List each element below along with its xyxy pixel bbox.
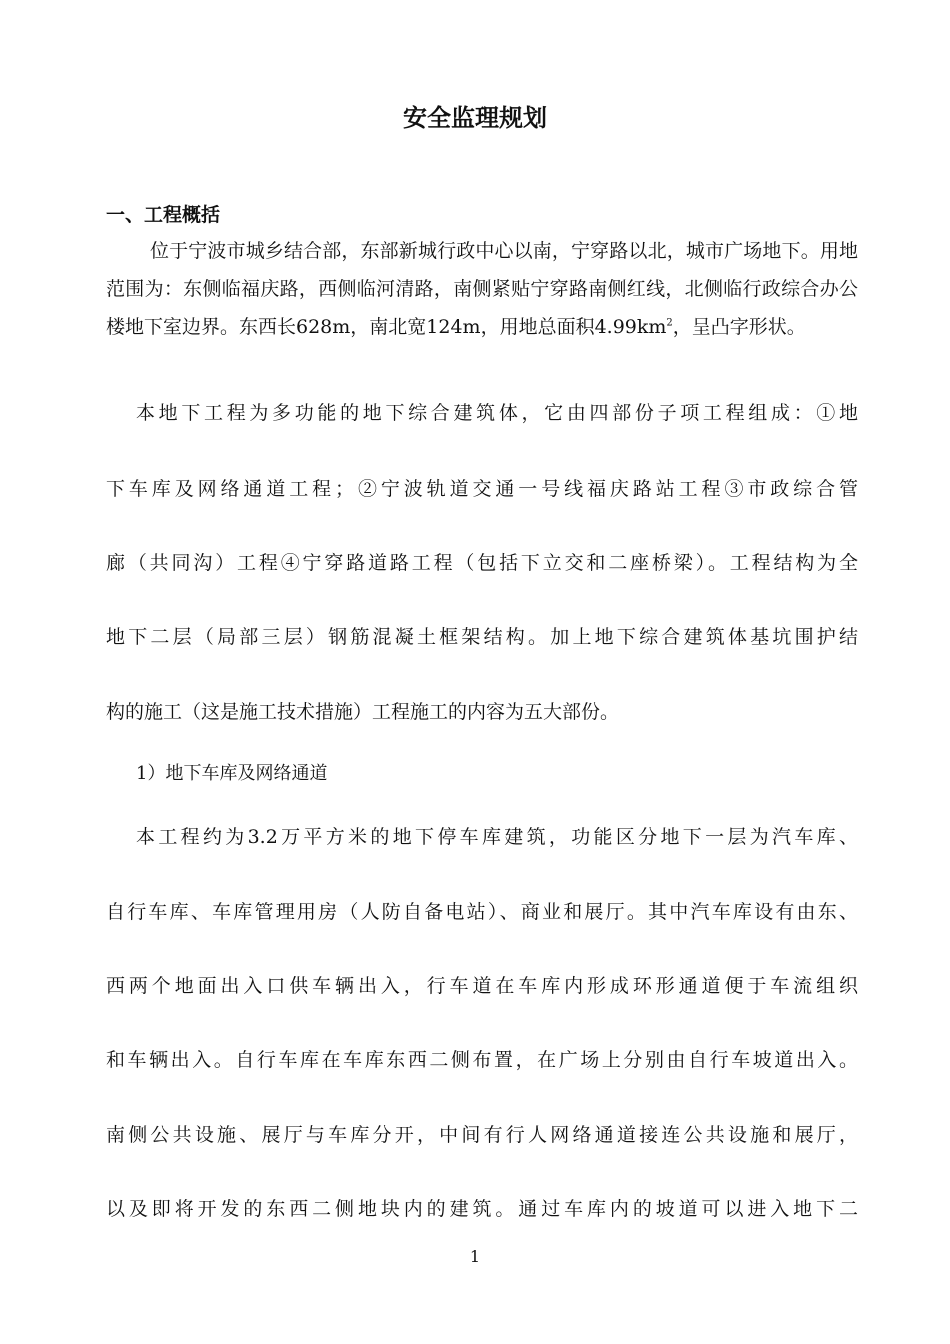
garage-line: 本工程约为3.2万平方米的地下停车库建筑，功能区分地下一层为汽车库、 xyxy=(136,826,858,848)
garage-line: 以及即将开发的东西二侧地块内的建筑。通过车库内的坡道可以进入地下二 xyxy=(106,1198,858,1220)
superscript: 2 xyxy=(666,317,673,329)
page-number: 1 xyxy=(469,1247,481,1266)
section-heading: 一、工程概括 xyxy=(106,204,221,226)
subsection-heading: 1）地下车库及网络通道 xyxy=(136,763,328,784)
garage-line: 西两个地面出入口供车辆出入，行车道在车库内形成环形通道便于车流组织 xyxy=(106,975,858,997)
intro-paragraph xyxy=(106,232,858,346)
intro-text-end: ，呈凸字形状。 xyxy=(672,316,806,338)
overview-line: 下车库及网络通道工程；②宁波轨道交通一号线福庆路站工程③市政综合管 xyxy=(106,478,858,500)
intro-text: 位于宁波市城乡结合部，东部新城行政中心以南，宁穿路以北，城市广场地下。用地范围为：东侧临福庆路，西侧临河清路，南侧紧贴宁穿路南侧红线，北侧临行政综合办公楼地下室边界。东西长628m，南北宽124m，用地总面积4.99km xyxy=(106,240,858,338)
overview-line: 构的施工（这是施工技术措施）工程施工的内容为五大部份。 xyxy=(106,701,620,723)
garage-line: 和车辆出入。自行车库在车库东西二侧布置，在广场上分别由自行车坡道出入。 xyxy=(106,1049,858,1071)
page-title: 安全监理规划 xyxy=(403,104,547,132)
overview-line: 本地下工程为多功能的地下综合建筑体，它由四部份子项工程组成：①地 xyxy=(136,402,858,424)
overview-line: 地下二层（局部三层）钢筋混凝土框架结构。加上地下综合建筑体基坑围护结 xyxy=(106,626,858,648)
garage-line: 自行车库、车库管理用房（人防自备电站）、商业和展厅。其中汽车库设有由东、 xyxy=(106,901,858,923)
garage-line: 南侧公共设施、展厅与车库分开，中间有行人网络通道接连公共设施和展厅， xyxy=(106,1124,858,1146)
overview-line: 廊（共同沟）工程④宁穿路道路工程（包括下立交和二座桥梁）。工程结构为全 xyxy=(106,552,858,574)
